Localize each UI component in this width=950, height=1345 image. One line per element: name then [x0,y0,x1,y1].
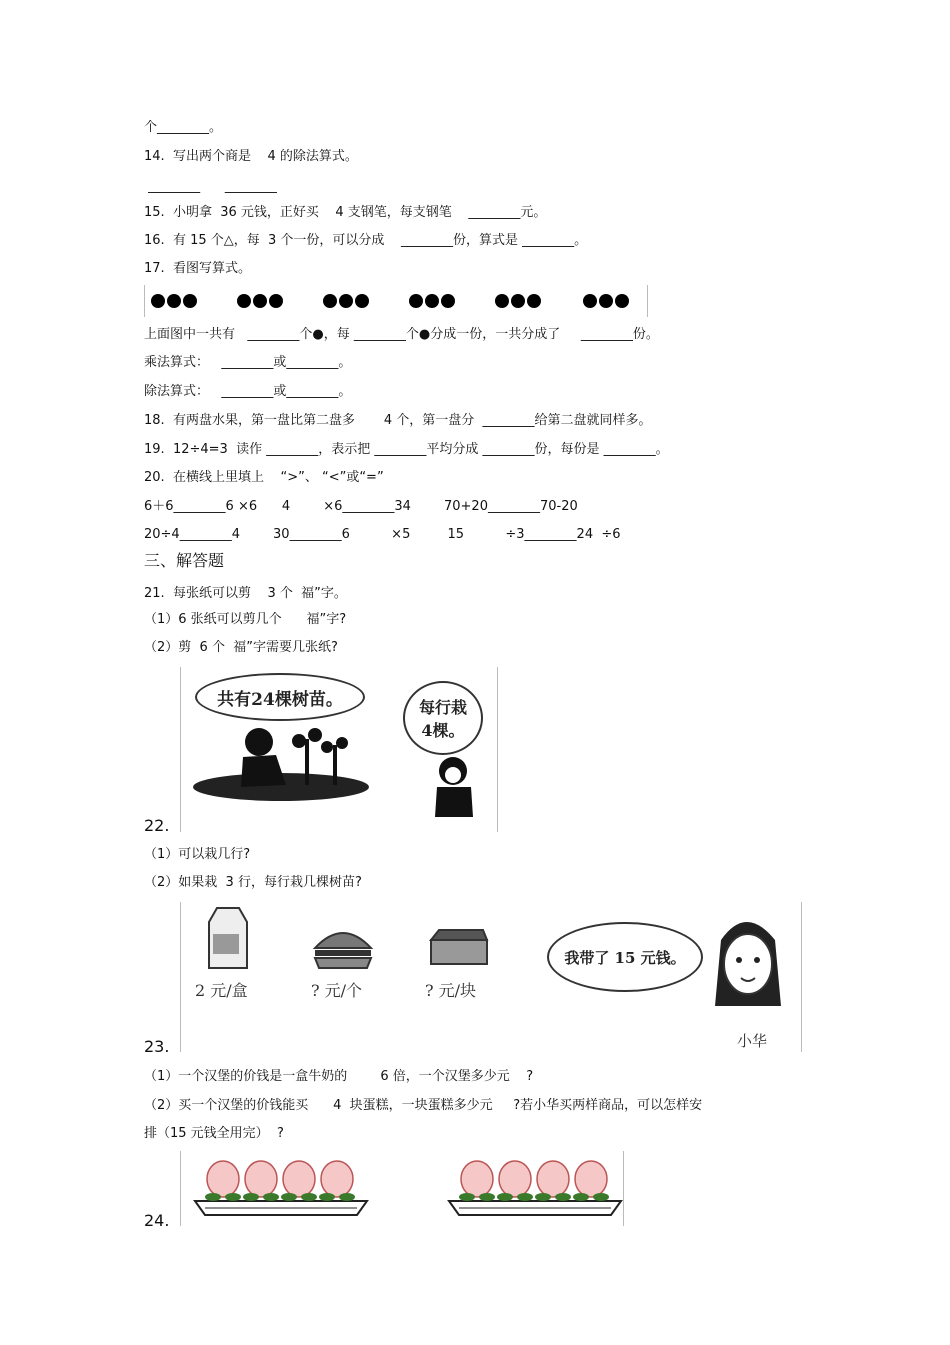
black-dot-icon [323,294,337,308]
question-20: 20. 在横线上里填上 “>”、 “<”或“=” [144,470,384,485]
question-23-c: 排（15 元钱全用完） ? [144,1126,284,1141]
hamburger-icon [311,924,375,972]
question-23-a: （1）一个汉堡的价钱是一盒牛奶的 6 倍，一个汉堡多少元 ? [144,1069,534,1084]
black-dot-icon [151,294,165,308]
question-14: 14. 写出两个商是 4 的除法算式。 [144,149,358,164]
milk-carton-icon [203,906,253,970]
black-dot-icon [339,294,353,308]
shopping-figure [180,902,802,1052]
black-dot-icon [495,294,509,308]
black-dot-icon [425,294,439,308]
question-18: 18. 有两盘水果，第一盘比第二盘多 4 个，第一盘分 ________给第二盘就同样多。 [144,413,652,428]
line-13-tail: 个________。 [144,120,223,135]
dot-group [151,294,197,308]
question-23-b: （2）买一个汉堡的价钱能买 4 块蛋糕，一块蛋糕多少元 ?若小华买两样商品，可以怎样安 [144,1098,703,1113]
hamburger-price: ? 元/个 [311,981,363,1000]
peach-plates-figure [180,1151,624,1226]
black-dot-icon [269,294,283,308]
black-dot-icon [441,294,455,308]
cake-icon [427,926,491,970]
question-17-b: 乘法算式： ________或________。 [144,355,352,370]
question-21-a: （1）6 张纸可以剪几个 福”字? [144,612,347,627]
black-dot-icon [615,294,629,308]
cake-price: ? 元/块 [425,981,477,1000]
question-22-a: （1）可以栽几行? [144,847,251,862]
question-20-row-2: 20÷4________4 30________6 ×5 15 ÷3________24 ÷6 [144,527,621,542]
dot-group [495,294,541,308]
per-row-text-2: 4棵。 [421,721,465,740]
black-dot-icon [355,294,369,308]
black-dot-icon [583,294,597,308]
black-dot-icon [511,294,525,308]
question-21: 21. 每张纸可以剪 3 个 福”字。 [144,586,347,601]
question-21-b: （2）剪 6 个 福”字需要几张纸? [144,640,338,655]
dot-group [237,294,283,308]
speech-bubble-total: 共有24棵树苗。 [195,673,365,721]
question-20-row-1: 6＋6________6 ×6 4 ×6________34 70+20________70-20 [144,499,578,514]
girl-xiaohua-illustration [691,910,801,1040]
tree-planting-figure [180,667,498,832]
black-dot-icon [253,294,267,308]
question-17: 17. 看图写算式。 [144,261,251,276]
dot-groups-figure [144,285,648,317]
question-22-b: （2）如果栽 3 行，每行栽几棵树苗? [144,875,362,890]
question-19: 19. 12÷4=3 读作 ________，表示把 ________平均分成 ________份，每份是 ________。 [144,442,669,457]
girl-name: 小华 [737,1032,768,1050]
peach-plates-illustration [181,1151,623,1226]
black-dot-icon [183,294,197,308]
black-dot-icon [599,294,613,308]
question-15: 15. 小明拿 36 元钱，正好买 4 支钢笔，每支钢笔 ________元。 [144,205,547,220]
question-23: 23. [144,1037,170,1056]
milk-price: 2 元/盒 [195,981,248,1000]
section-3-heading: 三、解答题 [144,551,225,570]
question-22: 22. [144,816,170,835]
planting-scene-illustration [181,667,497,832]
dot-group [409,294,455,308]
question-17-a: 上面图中一共有 ________个●，每 ________个●分成一份，一共分成了 ________份。 [144,327,659,342]
question-16: 16. 有 15 个△，每 3 个一份，可以分成 ________份，算式是 ________。 [144,233,588,248]
question-24: 24. [144,1211,170,1230]
dot-group [583,294,629,308]
question-14-blanks: ________ ________ [144,179,277,194]
black-dot-icon [409,294,423,308]
speech-bubble-money: 我带了 15 元钱。 [547,922,703,992]
dot-group [323,294,369,308]
black-dot-icon [237,294,251,308]
per-row-text-1: 每行栽 [418,698,467,717]
black-dot-icon [527,294,541,308]
black-dot-icon [167,294,181,308]
question-17-c: 除法算式： ________或________。 [144,384,352,399]
